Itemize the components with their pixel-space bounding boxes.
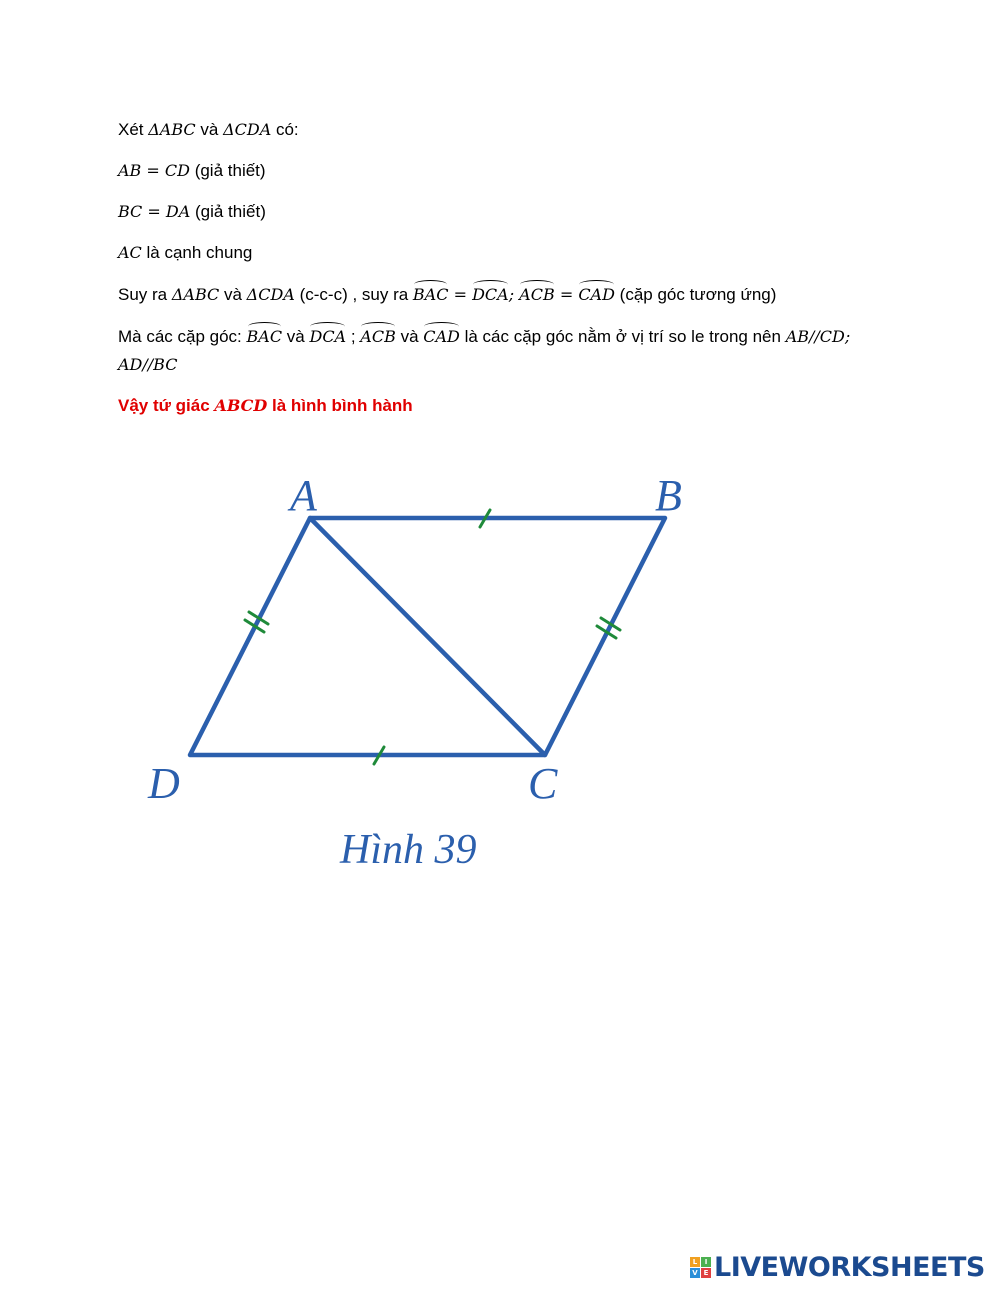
angle-dca: DCA — [472, 283, 509, 307]
text: (giả thiết) — [189, 161, 266, 180]
liveworksheets-logo — [690, 1252, 985, 1283]
text: Mà các cặp góc: — [118, 327, 247, 346]
text: và — [219, 285, 247, 304]
math-separator: ; — [508, 285, 520, 304]
text: là các cặp góc nằm ở vị trí so le trong nên — [459, 327, 786, 346]
angle-cad: CAD — [423, 325, 460, 349]
line-xet — [118, 118, 299, 142]
math-triangle-cda: ΔCDA — [223, 120, 272, 139]
vertex-label-a: A — [290, 471, 317, 520]
logo-tile: I — [701, 1257, 711, 1267]
text: và — [195, 120, 224, 139]
figure-caption: Hình 39 — [340, 827, 477, 873]
angle-acb: ACB — [360, 325, 396, 349]
text: là hình bình hành — [267, 396, 413, 415]
math-ab-parallel-cd: AB//CD — [785, 327, 845, 346]
math-triangle-cda: ΔCDA — [246, 285, 295, 304]
logo-tile: L — [690, 1257, 700, 1267]
text: (cặp góc tương ứng) — [614, 285, 777, 304]
line-ad-parallel-bc — [118, 353, 177, 377]
text: ; — [844, 327, 851, 346]
text: và — [282, 327, 310, 346]
conclusion — [118, 394, 413, 418]
logo-tile: E — [701, 1268, 711, 1278]
text: là cạnh chung — [141, 243, 253, 262]
math-triangle-abc: ΔABC — [148, 120, 196, 139]
diagonal-ac — [310, 518, 545, 755]
line-suy-ra — [118, 283, 776, 307]
text: Xét — [118, 120, 149, 139]
text: Vậy tứ giác — [118, 396, 215, 415]
logo-icon — [690, 1257, 711, 1278]
text: có: — [271, 120, 299, 139]
line-ac-common — [118, 241, 252, 265]
math-equals: = — [554, 285, 579, 304]
text: và — [395, 327, 424, 346]
angle-dca: DCA — [309, 325, 346, 349]
logo-tile: V — [690, 1268, 700, 1278]
math-ad-parallel-bc: AD//BC — [118, 355, 178, 374]
parallelogram-figure — [130, 460, 730, 880]
vertex-label-b: B — [655, 471, 682, 520]
angle-acb: ACB — [519, 283, 555, 307]
math-bc-eq-da: BC = DA — [118, 202, 191, 221]
math-equals: = — [448, 285, 473, 304]
vertex-label-d: D — [148, 759, 180, 808]
line-ab-cd — [118, 159, 266, 183]
text: (giả thiết) — [190, 202, 266, 221]
text: Suy ra — [118, 285, 172, 304]
math-triangle-abc: ΔABC — [171, 285, 220, 304]
angle-cad: CAD — [578, 283, 615, 307]
text: (c-c-c) , suy ra — [294, 285, 413, 304]
math-ab-eq-cd: AB = CD — [118, 161, 190, 180]
line-bc-da — [118, 200, 266, 224]
math-ac: AC — [118, 243, 142, 262]
logo-text: LIVEWORKSHEETS — [714, 1252, 985, 1283]
text: ; — [346, 327, 361, 346]
math-abcd: ABCD — [214, 396, 268, 415]
angle-bac: BAC — [247, 325, 283, 349]
angle-bac: BAC — [413, 283, 449, 307]
vertex-label-c: C — [528, 759, 558, 808]
line-ma-cac-cap-goc — [118, 325, 850, 349]
